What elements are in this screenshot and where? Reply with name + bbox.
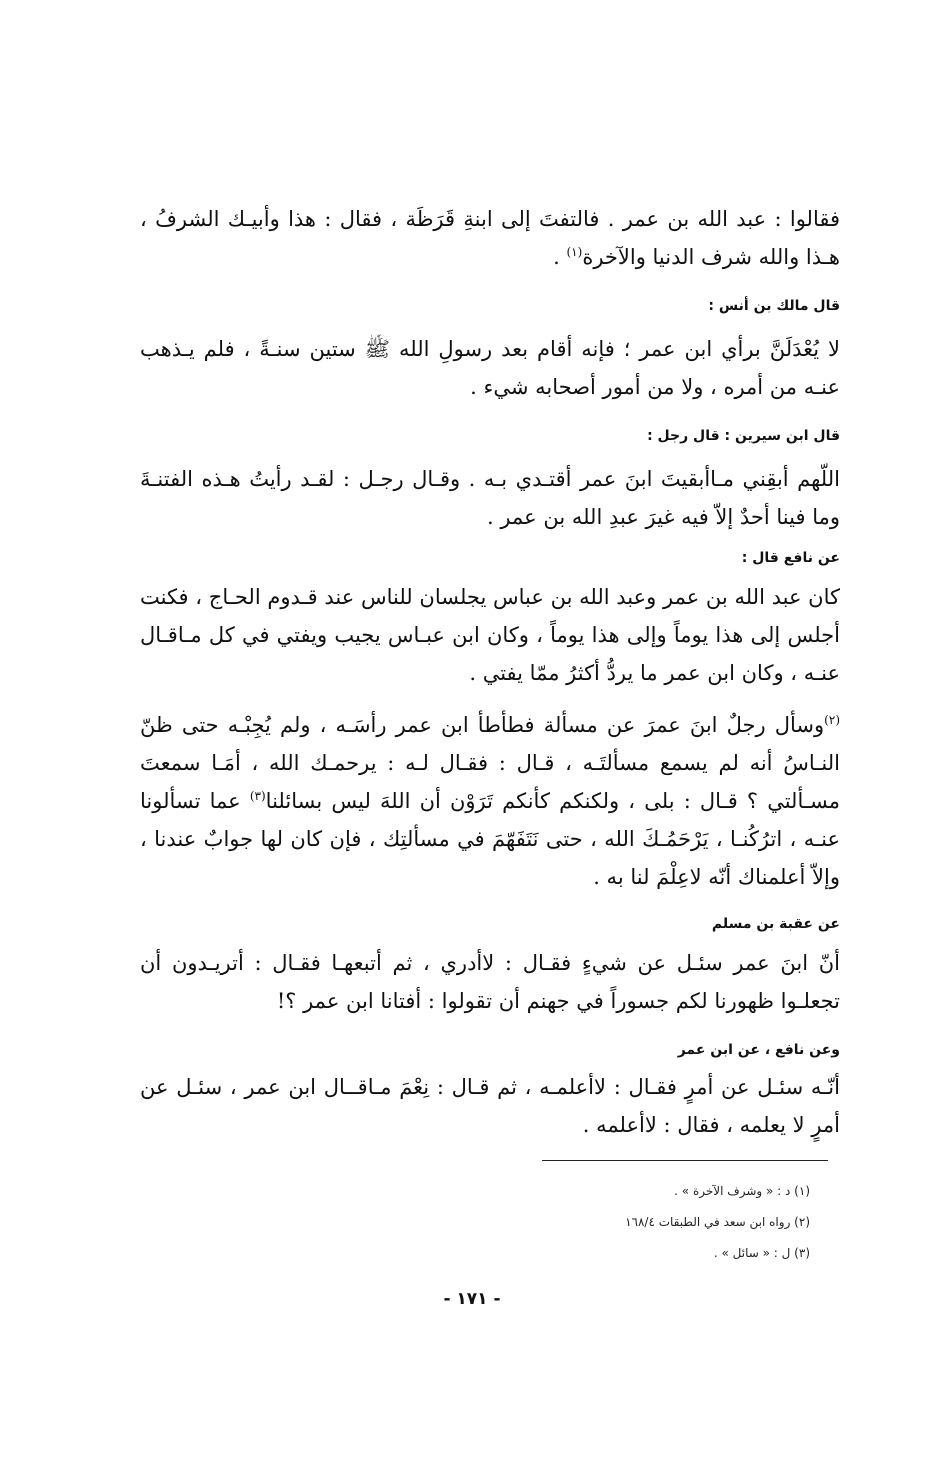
heading-uqba: عن عقبة بن مسلم [711, 916, 840, 932]
footnote-ref-3: (٣) [249, 789, 266, 803]
footnote-divider [542, 1160, 828, 1161]
heading-nafi-ibn-umar: وعن نافع ، عن ابن عمر [677, 1042, 840, 1058]
page-number: - ١٧١ - [443, 1289, 501, 1309]
footnote-1: (١) د : « وشرف الآخرة » . [674, 1184, 810, 1198]
heading-ibn-sirin: قال ابن سيرين : قال رجل : [647, 428, 840, 444]
paragraph-3: اللّهم أبقِني مـاأبقيتَ ابنَ عمر أقتـدي بـه . وقـال رجـل : لقـد رأيتُ هـذه الفتنـةَ وما فينا أحدٌ إلاّ فيه غيرَ عبدِ الله بن عمر . [140, 467, 840, 529]
paragraph-5-text-a: وسأل رجلٌ ابنَ عمرَ عن مسألة فطأطأ ابن عمر رأسَـه ، ولم يُجِبْـه حتى ظنّ النـاسُ أنه لم يسمع مسألتَـه ، قـال : فقـال لـه : يرحمـك الله ، أمَـا سمعتَ مسـألتي ؟ قـال : بلى ، ولكنكم كأنكم تَرَوْن أن اللهَ ليس بسائلنا [140, 713, 840, 813]
paragraph-1-text: فقالوا : عبد الله بن عمر . فالتفتَ إلى ابنةِ قَرَظَة ، فقال : هذا وأبيـك الشرفُ ، هـذا والله شرف الدنيا والآخرة [140, 207, 840, 269]
paragraph-7: أنّـه سئـل عن أمرٍ فقـال : لاأعلمـه ، ثم قـال : نِعْمَ مـاقــال ابن عمر ، سئـل عن أمرٍ لا يعلمه ، فقال : لاأعلمه . [140, 1075, 840, 1137]
footnote-2: (٢) رواه ابن سعد في الطبقات ١٦٨/٤ [625, 1215, 810, 1229]
paragraph-6: أنّ ابنَ عمر سئـل عن شيءٍ فقـال : لاأدري ، ثم أتبعهـا فقـال : أتريـدون أن تجعلـوا ظهورنا لكم جسوراً في جهنم أن تقولوا : أفتانا ابن عمر ؟! [140, 951, 840, 1013]
footnote-3: (٣) ل : « سائل » . [713, 1246, 810, 1260]
footnote-ref-1: (١) [566, 245, 583, 259]
heading-nafi: عن نافع قال : [741, 550, 840, 566]
paragraph-1 [140, 200, 840, 276]
footnotes [440, 1176, 810, 1269]
paragraph-2: لا يُعْدَلَنَّ برأي ابن عمر ؛ فإنه أقام بعد رسولِ الله ﷺ ستين سنـةً ، فلم يـذهب عنـه من أمره ، ولا من أمور أصحابه شيء . [140, 337, 840, 399]
paragraph-5 [140, 706, 840, 896]
paragraph-4: كان عبد الله بن عمر وعبد الله بن عباس يجلسان للناس عند قـدوم الحـاج ، فكنت أجلس إلى هذا يوماً وإلى هذا يوماً ، وكان ابن عبـاس يجيب ويفتي في كل مـاقـال عنـه ، وكان ابن عمر ما يردُّ أكثرُ ممّا يفتي . [140, 585, 840, 685]
page-body [140, 200, 840, 1144]
heading-malik: قال مالك بن أنس : [708, 298, 840, 314]
footnote-ref-2: (٢) [824, 713, 840, 727]
paragraph-1-end: . [553, 245, 567, 269]
paragraph-5-text-b: عما تسألونا عنـه ، اترُكُنـا ، يَرْحَمُـكَ الله ، حتى نَتَفَهّمَ في مسألتِك ، فإن كان لها جوابٌ عندنا ، وإلاّ أعلمناك أنّه لاعِلْمَ لنا به . [140, 789, 840, 889]
